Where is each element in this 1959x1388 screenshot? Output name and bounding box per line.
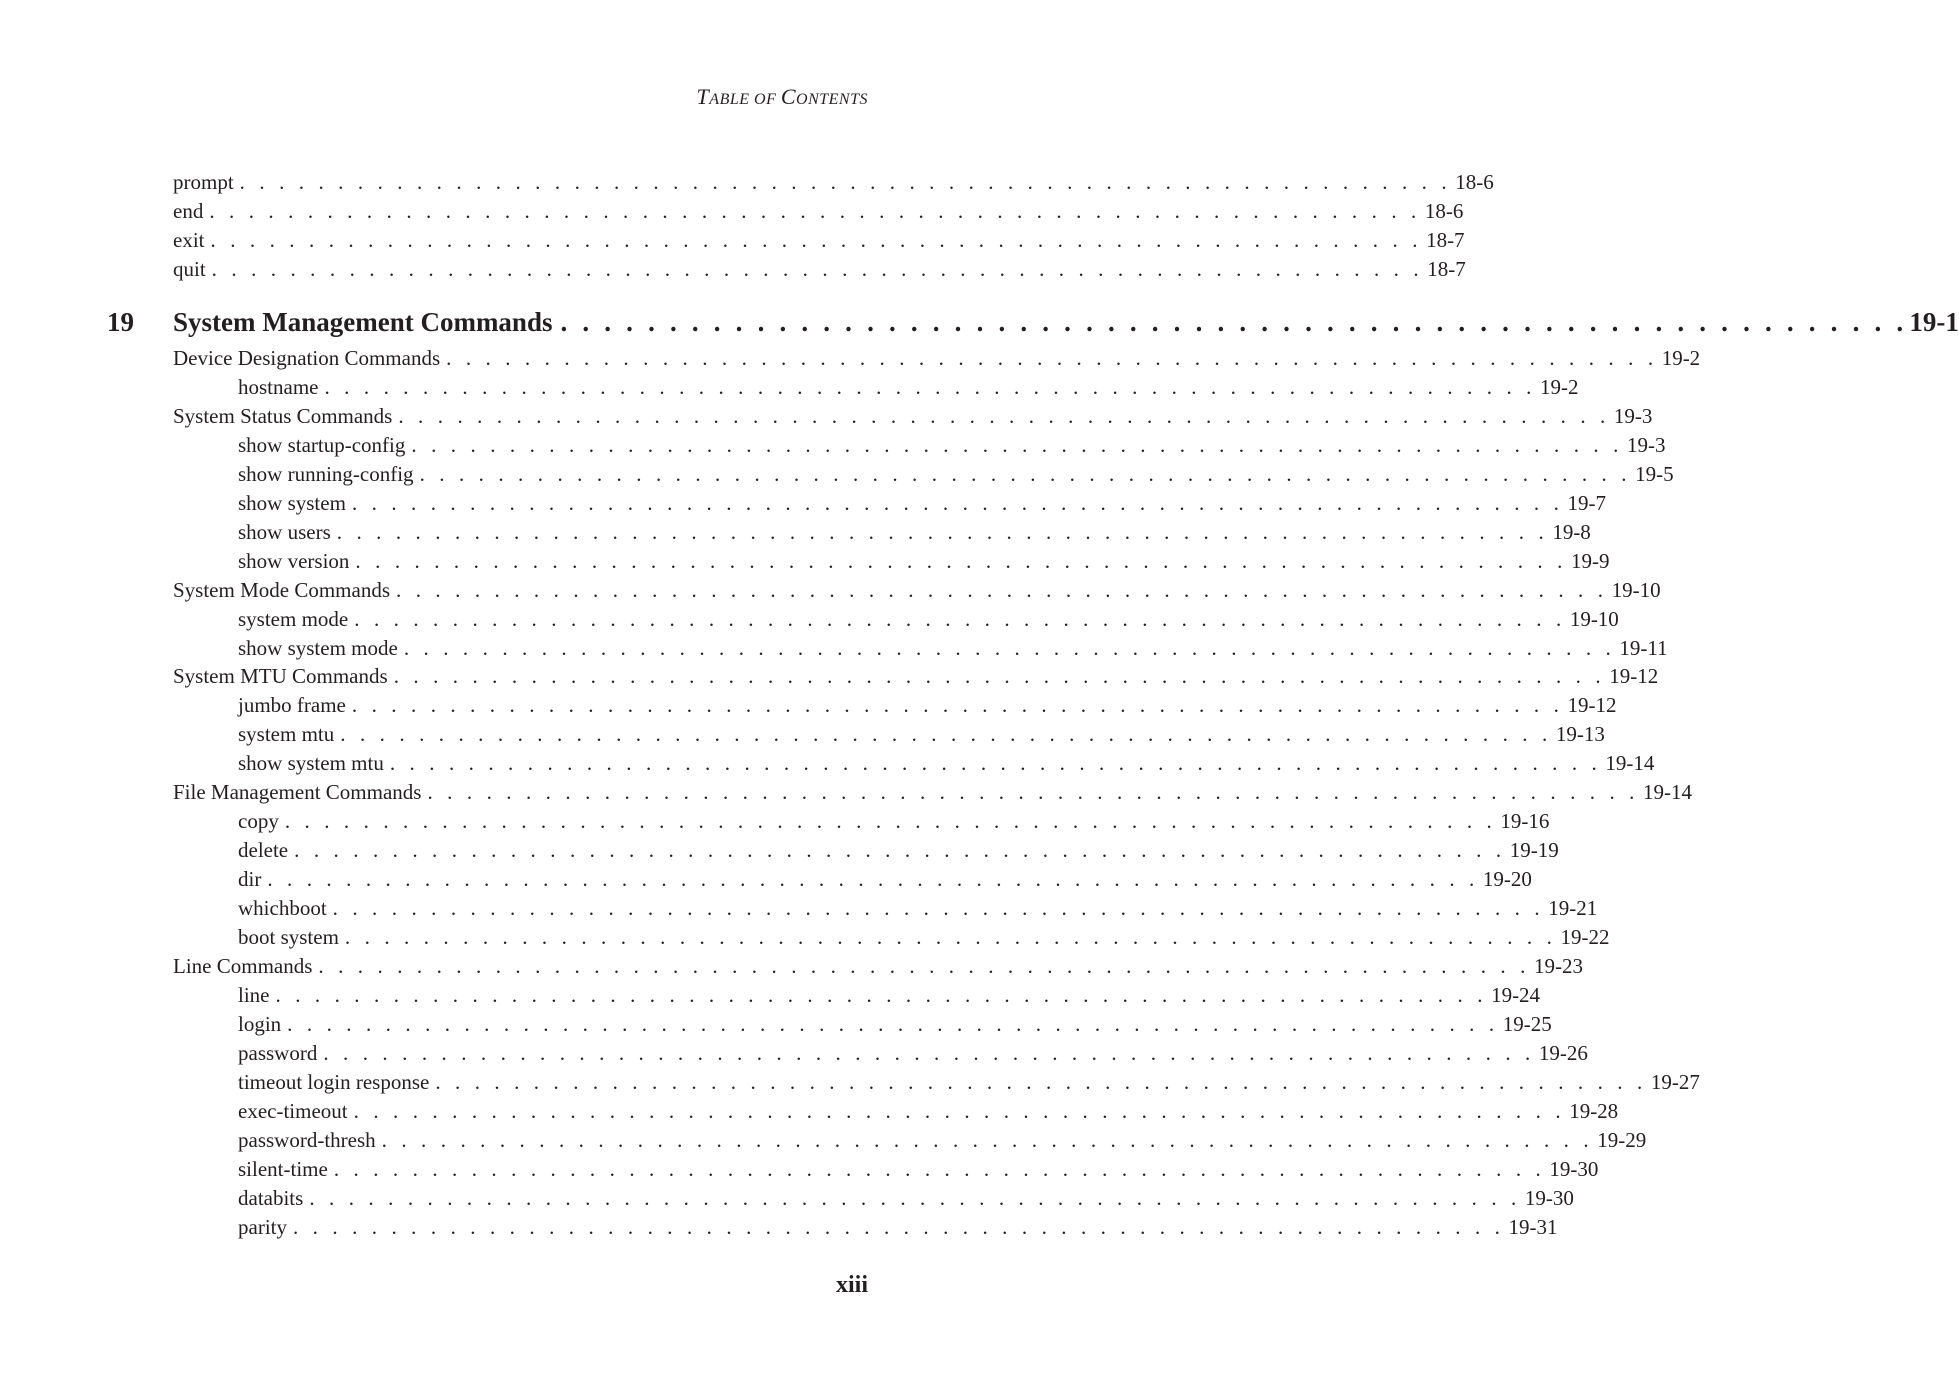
toc-entry-label: System MTU Commands <box>173 664 388 689</box>
toc-entry-label: System Mode Commands <box>173 577 391 602</box>
leader-dots: . . . . . . . . . . . . . . . . . . . . . . . . . . . . . . . . . . . . . . . . . . . . . . . . . . . . . . . . . . . . . . <box>324 374 1537 399</box>
toc-entry[interactable] <box>173 197 1464 226</box>
toc-entry-page: 19-12 <box>1609 664 1659 689</box>
toc-entry[interactable] <box>238 547 1610 576</box>
toc-entry-label: end <box>173 199 204 223</box>
leader-dots: . . . . . . . . . . . . . . . . . . . . . . . . . . . . . . . . . . . . . . . . . . . . . . . . . . . . . . . . . . . . . . <box>340 722 1552 747</box>
leader-dots: . . . . . . . . . . . . . . . . . . . . . . . . . . . . . . . . . . . . . . . . . . . . . . . . . . . . . . . . . . . . . . <box>427 780 1640 805</box>
leader-dots: . . . . . . . . . . . . . . . . . . . . . . . . . . . . . . . . . . . . . . . . . . . . . . . . . . . . . . . . . . . . . . <box>267 867 1479 892</box>
toc-entry-page: 19-3 <box>1626 432 1666 457</box>
chapter-page: 19-1 <box>1909 307 1959 337</box>
leader-dots: . . . . . . . . . . . . . . . . . . . . . . . . . . . . . . . . . . . . . . . . . . . . . . . . . . . . . . . . . . . . . . <box>294 838 1506 863</box>
leader-dots: . . . . . . . . . . . . . . . . . . . . . . . . . . . . . . . . . . . . . . . . . . . . . . . . . . . . . . . . . . . . . . <box>210 228 1423 252</box>
toc-entry-page: 18-6 <box>1455 170 1494 194</box>
running-head-rest-2: ONTENTS <box>796 91 868 108</box>
toc-entry[interactable] <box>238 605 1619 634</box>
leader-dots: . . . . . . . . . . . . . . . . . . . . . . . . . . . . . . . . . . . . . . . . . . . . . . . . . . . . . . . . . . . . . . <box>292 1214 1505 1239</box>
toc-entry-page: 19-23 <box>1533 953 1583 978</box>
leader-dots: . . . . . . . . . . . . . . . . . . . . . . . . . . . . . . . . . . . . . . . . . . . . . . . . . . . . . . . . . . . . . . <box>332 896 1545 921</box>
toc-entry-page: 19-25 <box>1502 1011 1552 1036</box>
leader-dots: . . . . . . . . . . . . . . . . . . . . . . . . . . . . . . . . . . . . . . . . . . . . . . . . . . . . . . . . . . . . . . <box>284 809 1497 834</box>
leader-dots: . . . . . . . . . . . . . . . . . . . . . . . . . . . . . . . . . . . . . . . . . . . . . . . . . . . . . . . . . . . . . . <box>411 432 1623 457</box>
toc-entry-label: show system mode <box>238 635 398 660</box>
leader-dots: . . . . . . . . . . . . . . . . . . . . . . . . . . . . . . . . . . . . . . . . . . . . . . . . . . . . . . . . . . . . . . <box>354 606 1566 631</box>
leader-dots: . . . . . . . . . . . . . . . . . . . . . . . . . . . . . . . . . . . . . . . . . . . . . . . . . . . . . . . . . . . . . . <box>275 982 1488 1007</box>
toc-entry-label: copy <box>238 809 279 834</box>
toc-entry-label: whichboot <box>238 896 327 921</box>
toc-entry-label: exec-timeout <box>238 1098 348 1123</box>
toc-entry-page: 19-31 <box>1508 1214 1558 1239</box>
toc-entry-page: 19-5 <box>1635 461 1674 486</box>
chapter-number: 19 <box>107 307 134 337</box>
toc-entry-label: show version <box>238 548 350 573</box>
toc-entry-page: 19-7 <box>1567 490 1606 515</box>
leader-dots: . . . . . . . . . . . . . . . . . . . . . . . . . . . . . . . . . . . . . . . . . . . . . . . . . . . . . . . . . . . . . . <box>355 548 1567 573</box>
toc-entry[interactable] <box>238 1097 1619 1126</box>
toc-entry-label: hostname <box>238 374 319 399</box>
leader-dots: . . . . . . . . . . . . . . . . . . . . . . . . . . . . . . . . . . . . . . . . . . . . . . . . . . . . . . . . . . . . . . <box>344 925 1557 949</box>
toc-entry[interactable] <box>173 402 1653 431</box>
toc-entry-page: 19-10 <box>1611 577 1661 602</box>
toc-entry-page: 18-7 <box>1427 257 1466 281</box>
toc-entry[interactable] <box>238 865 1532 894</box>
toc-entry[interactable] <box>238 1068 1700 1097</box>
leader-dots: . . . . . . . . . . . . . . . . . . . . . . . . . . . . . . . . . . . . . . . . . . . . . . . . . . . . . . . . . . . . . . <box>336 519 1549 544</box>
leader-dots: . . . . . . . . . . . . . . . . . . . . . . . . . . . . . . . . . . . . . . . . . . . . . . . . . . . . . . . . . . . . . . <box>309 1185 1521 1210</box>
toc-entry-page: 19-10 <box>1569 606 1619 631</box>
toc-entry-label: prompt <box>173 170 234 194</box>
toc-entry[interactable] <box>238 720 1605 749</box>
toc-entry-label: line <box>238 982 270 1007</box>
toc-entry[interactable] <box>238 460 1674 489</box>
page-number: xiii <box>835 1272 868 1298</box>
leader-dots: . . . . . . . . . . . . . . . . . . . . . . . . . . . . . . . . . . . . . . . . . . . . . . . . . . . . . . . . . . . . . . <box>209 199 1421 223</box>
toc-entry-page: 19-29 <box>1597 1127 1647 1152</box>
toc-entry-page: 19-16 <box>1500 809 1550 834</box>
toc-entry-label: show system <box>238 490 346 515</box>
leader-dots: . . . . . . . . . . . . . . . . . . . . . . . . . . . . . . . . . . . . . . . . . . . . . . . . . . . . . . . . . . . . . . <box>333 1156 1546 1181</box>
toc-entry-label: quit <box>173 257 206 281</box>
toc-entry[interactable] <box>238 1010 1552 1039</box>
toc-entry-label: silent-time <box>238 1156 328 1181</box>
toc-entry[interactable] <box>238 894 1598 923</box>
running-head-initial-1: T <box>696 84 710 109</box>
toc-entry[interactable] <box>238 518 1591 547</box>
leader-dots: . . . . . . . . . . . . . . . . . . . . . . . . . . . . . . . . . . . . . . . . . . . . . . . . . . . . . . . . . . . . . . <box>351 490 1564 515</box>
chapter-heading[interactable] <box>107 304 1959 340</box>
leader-dots: . . . . . . . . . . . . . . . . . . . . . . . . . . . . . . . . . . . . . . . . . . . . . . . . . . . . . . . . . . . . . . <box>396 577 1608 602</box>
leader-dots: . . . . . . . . . . . . . . . . . . . . . . . . . . . . . . . . . . . . . . . . . . . . . . . . . . . . . . . . . . . . . . <box>403 635 1616 660</box>
leader-dots: . . . . . . . . . . . . . . . . . . . . . . . . . . . . . . . . . . . . . . . . . . . . . . . . . . . . . . . . . . . . . . <box>389 751 1602 776</box>
toc-entry[interactable] <box>238 1184 1574 1213</box>
toc-entry[interactable] <box>238 1213 1558 1242</box>
toc-entry-page: 19-14 <box>1643 780 1693 805</box>
toc-entry-page: 19-24 <box>1491 982 1541 1007</box>
toc-entry-page: 19-2 <box>1661 346 1701 370</box>
toc-entry-label: show startup-config <box>238 432 406 457</box>
toc-entry-label: Device Designation Commands <box>173 346 441 370</box>
toc-entry-label: databits <box>238 1185 304 1210</box>
toc-entry-page: 19-30 <box>1524 1185 1574 1210</box>
toc-entry-page: 19-8 <box>1552 519 1591 544</box>
leader-dots: . . . . . . . . . . . . . . . . . . . . . . . . . . . . . . . . . . . . . . . . . . . . . . . . . . . . . . . . . . . . . . <box>323 1040 1535 1065</box>
toc-entry-label: login <box>238 1011 282 1036</box>
toc-entry-page: 18-7 <box>1426 228 1465 252</box>
toc-entry-label: show system mtu <box>238 751 384 776</box>
leader-dots: . . . . . . . . . . . . . . . . . . . . . . . . . . . . . . . . . . . . . . . . . . . . . . . . . . . . . . . . . . . . . . <box>351 693 1564 718</box>
toc-entry-page: 19-21 <box>1548 896 1598 921</box>
toc-entry[interactable] <box>173 168 1494 197</box>
toc-entry-page: 19-27 <box>1650 1069 1700 1094</box>
leader-dots: . . . . . . . . . . . . . . . . . . . . . . . . . . . . . . . . . . . . . . . . . . . . . . . . . . . . . . . . . . . . . . <box>239 170 1452 194</box>
toc-entry-page: 19-9 <box>1570 548 1610 573</box>
toc-entry-page: 19-30 <box>1549 1156 1599 1181</box>
leader-dots: . . . . . . . . . . . . . . . . . . . . . . . . . . . . . . . . . . . . . . . . . . . . . . . . . . . . . . . . . . . . . . <box>287 1011 1499 1036</box>
toc-entry[interactable] <box>238 807 1550 836</box>
toc-entry[interactable] <box>238 1039 1588 1068</box>
running-head-rest-1: ABLE OF <box>709 91 781 108</box>
toc-entry-page: 19-26 <box>1538 1040 1588 1065</box>
chapter-title: System Management Commands <box>173 307 553 337</box>
toc-entry[interactable] <box>238 691 1617 720</box>
leader-dots: . . . . . . . . . . . . . . . . . . . . . . . . . . . . . . . . . . . . . . . . . . . . . . . . . . . . . . . . . . . . . . <box>419 461 1632 486</box>
toc-entry-page: 19-14 <box>1605 751 1655 776</box>
toc-entry-label: parity <box>238 1214 287 1239</box>
running-head-initial-2: C <box>780 84 797 109</box>
toc-entry-page: 19-11 <box>1619 635 1668 660</box>
toc-entry[interactable] <box>173 255 1466 284</box>
toc-entry-page: 19-22 <box>1560 925 1610 949</box>
toc-entry-page: 19-28 <box>1569 1098 1619 1123</box>
leader-dots: . . . . . . . . . . . . . . . . . . . . . . . . . . . . . . . . . . . . . . . . . . . . . . . . . . . . . . . . . . . . . . <box>446 346 1658 370</box>
toc-entry[interactable] <box>173 576 1661 605</box>
running-head <box>697 84 868 110</box>
toc-entry-label: Line Commands <box>173 953 313 978</box>
toc-entry-label: boot system <box>238 925 339 949</box>
leader-dots: . . . . . . . . . . . . . . . . . . . . . . . . . . . . . . . . . . . . . . . . . . . . . . . . . . . . . . . . . . . . . . <box>211 257 1424 281</box>
toc-entry[interactable] <box>238 923 1610 952</box>
toc-entry-label: jumbo frame <box>238 693 346 718</box>
leader-dots: . . . . . . . . . . . . . . . . . . . . . . . . . . . . . . . . . . . . . . . . . . . . . . . . . . . . . . . . . . . . . . <box>318 953 1530 978</box>
leader-dots: . . . . . . . . . . . . . . . . . . . . . . . . . . . . . . . . . . . . . . . . . . . . . . . . . . . . . . . . . . . . . . <box>353 1098 1566 1123</box>
leader-dots: . . . . . . . . . . . . . . . . . . . . . . . . . . . . . . . . . . . . . . . . . . . . . . . . . . . . . . . . . . . . . . <box>560 307 1908 337</box>
toc-entry-label: show running-config <box>238 461 414 486</box>
toc-entry-label: timeout login response <box>238 1069 430 1094</box>
leader-dots: . . . . . . . . . . . . . . . . . . . . . . . . . . . . . . . . . . . . . . . . . . . . . . . . . . . . . . . . . . . . . . <box>393 664 1606 689</box>
toc-entry-page: 19-12 <box>1567 693 1617 718</box>
toc-entry[interactable] <box>173 778 1693 807</box>
toc-entry-label: exit <box>173 228 205 252</box>
toc-entry-label: dir <box>238 867 262 892</box>
toc-entry[interactable] <box>173 662 1659 691</box>
toc-entry-label: password <box>238 1040 318 1065</box>
toc-entry-page: 19-20 <box>1482 867 1532 892</box>
toc-entry-label: show users <box>238 519 331 544</box>
toc-entry[interactable] <box>173 226 1465 255</box>
leader-dots: . . . . . . . . . . . . . . . . . . . . . . . . . . . . . . . . . . . . . . . . . . . . . . . . . . . . . . . . . . . . . . <box>435 1069 1647 1094</box>
toc-entry-label: System Status Commands <box>173 403 393 428</box>
toc-entry[interactable] <box>238 1126 1647 1155</box>
toc-entry-label: File Management Commands <box>173 780 422 805</box>
toc-entry-page: 19-3 <box>1613 403 1653 428</box>
toc-entry[interactable] <box>238 431 1666 460</box>
toc-entry-page: 18-6 <box>1424 199 1464 223</box>
leader-dots: . . . . . . . . . . . . . . . . . . . . . . . . . . . . . . . . . . . . . . . . . . . . . . . . . . . . . . . . . . . . . . <box>381 1127 1594 1152</box>
toc-entry[interactable] <box>238 836 1559 865</box>
toc-entry-label: system mtu <box>238 722 335 747</box>
toc-entry-page: 19-2 <box>1540 374 1579 399</box>
toc-entry-page: 19-19 <box>1509 838 1559 863</box>
toc-entry[interactable] <box>238 1155 1599 1184</box>
leader-dots: . . . . . . . . . . . . . . . . . . . . . . . . . . . . . . . . . . . . . . . . . . . . . . . . . . . . . . . . . . . . . . <box>398 403 1610 428</box>
toc-entry-label: system mode <box>238 606 349 631</box>
toc-entry[interactable] <box>238 634 1668 663</box>
toc-entry[interactable] <box>238 373 1579 402</box>
toc-entry-label: password-thresh <box>238 1127 376 1152</box>
toc-entry[interactable] <box>173 952 1583 981</box>
toc-entry-label: delete <box>238 838 289 863</box>
toc-entry-page: 19-13 <box>1555 722 1605 747</box>
toc-entry[interactable] <box>238 749 1655 778</box>
toc-entry[interactable] <box>173 344 1701 373</box>
toc-entry[interactable] <box>238 981 1541 1010</box>
toc-entry[interactable] <box>238 489 1606 518</box>
